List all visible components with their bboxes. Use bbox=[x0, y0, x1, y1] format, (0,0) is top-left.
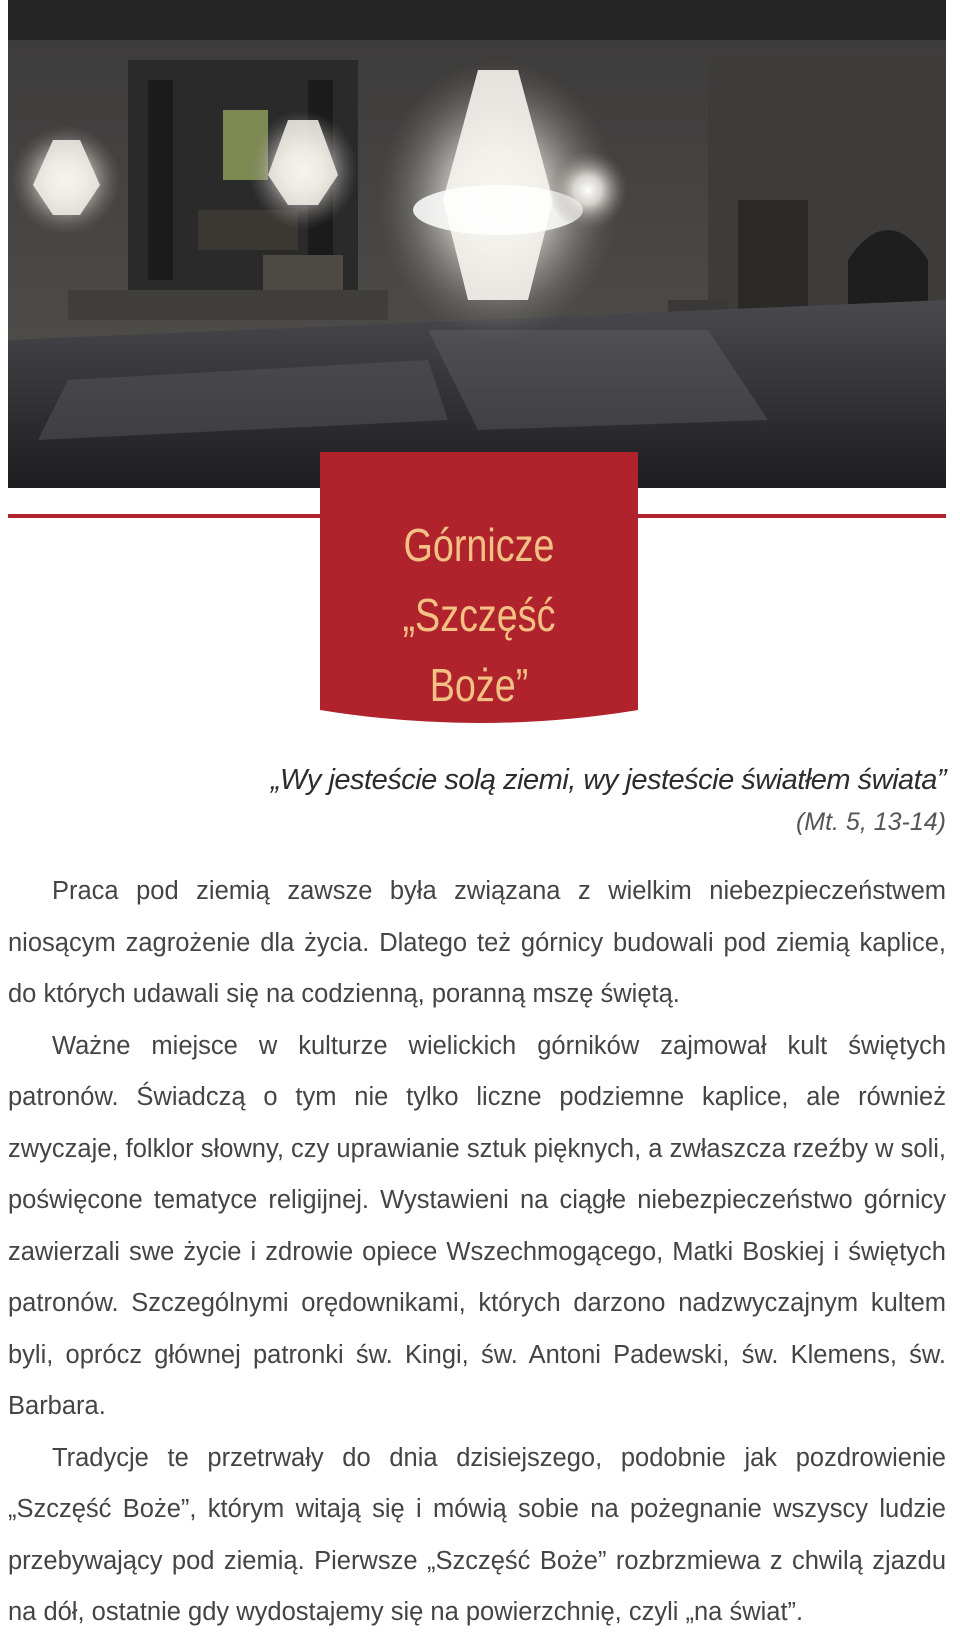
divider-left bbox=[8, 514, 323, 518]
page-title bbox=[349, 510, 610, 720]
chapel-chandelier-photo-icon bbox=[8, 0, 946, 488]
article-body bbox=[8, 866, 946, 1639]
paragraph: Ważne miejsce w kulturze wielickich górników zajmował kult świętych patronów. Świadczą o tym nie tylko liczne podziemne kaplice, ale również zwyczaje, folklor słowny, czy uprawianie sztuk pięknych, a zwłaszcza rzeźby w soli, poświęcone tematyce religijnej. Wystawieni na ciągłe niebezpieczeństwo górnicy zawierzali swe życie i zdrowie opiece Wszechmogącego, Matki Boskiej i świętych patronów. Szczególnymi orędownikami, których darzono nadzwyczajnym kultem byli, oprócz głównej patronki św. Kingi, św. Antoni Padewski, św. Klemens, św. Barbara. bbox=[8, 1031, 946, 1420]
title-line-2: „Szczęść Boże” bbox=[402, 589, 556, 711]
divider-right bbox=[636, 514, 946, 518]
title-banner bbox=[320, 452, 638, 724]
paragraph: Praca pod ziemią zawsze była związana z wielkim niebezpieczeństwem niosącym zagrożenie dla życia. Dlatego też górnicy budowali pod ziemią kaplice, do których udawali się na codzienną, poranną mszę świętą. bbox=[8, 877, 946, 1008]
title-line-1: Górnicze bbox=[403, 519, 555, 571]
paragraph: Tradycje te przetrwały do dnia dzisiejszego, podobnie jak pozdrowienie „Szczęść Boże”, którym witają się i mówią sobie na pożegnanie wszyscy ludzie przebywający pod ziemią. Pierwsze „Szczęść Boże” rozbrzmiewa z chwilą zjazdu na dół, ostatnie gdy wydostajemy się na powierzchnię, czyli „na świat”. bbox=[8, 1443, 946, 1626]
chapel-photo bbox=[8, 0, 946, 488]
bible-quote: „Wy jesteście solą ziemi, wy jesteście światłem świata” bbox=[270, 764, 946, 796]
quote-reference: (Mt. 5, 13-14) bbox=[795, 808, 946, 836]
